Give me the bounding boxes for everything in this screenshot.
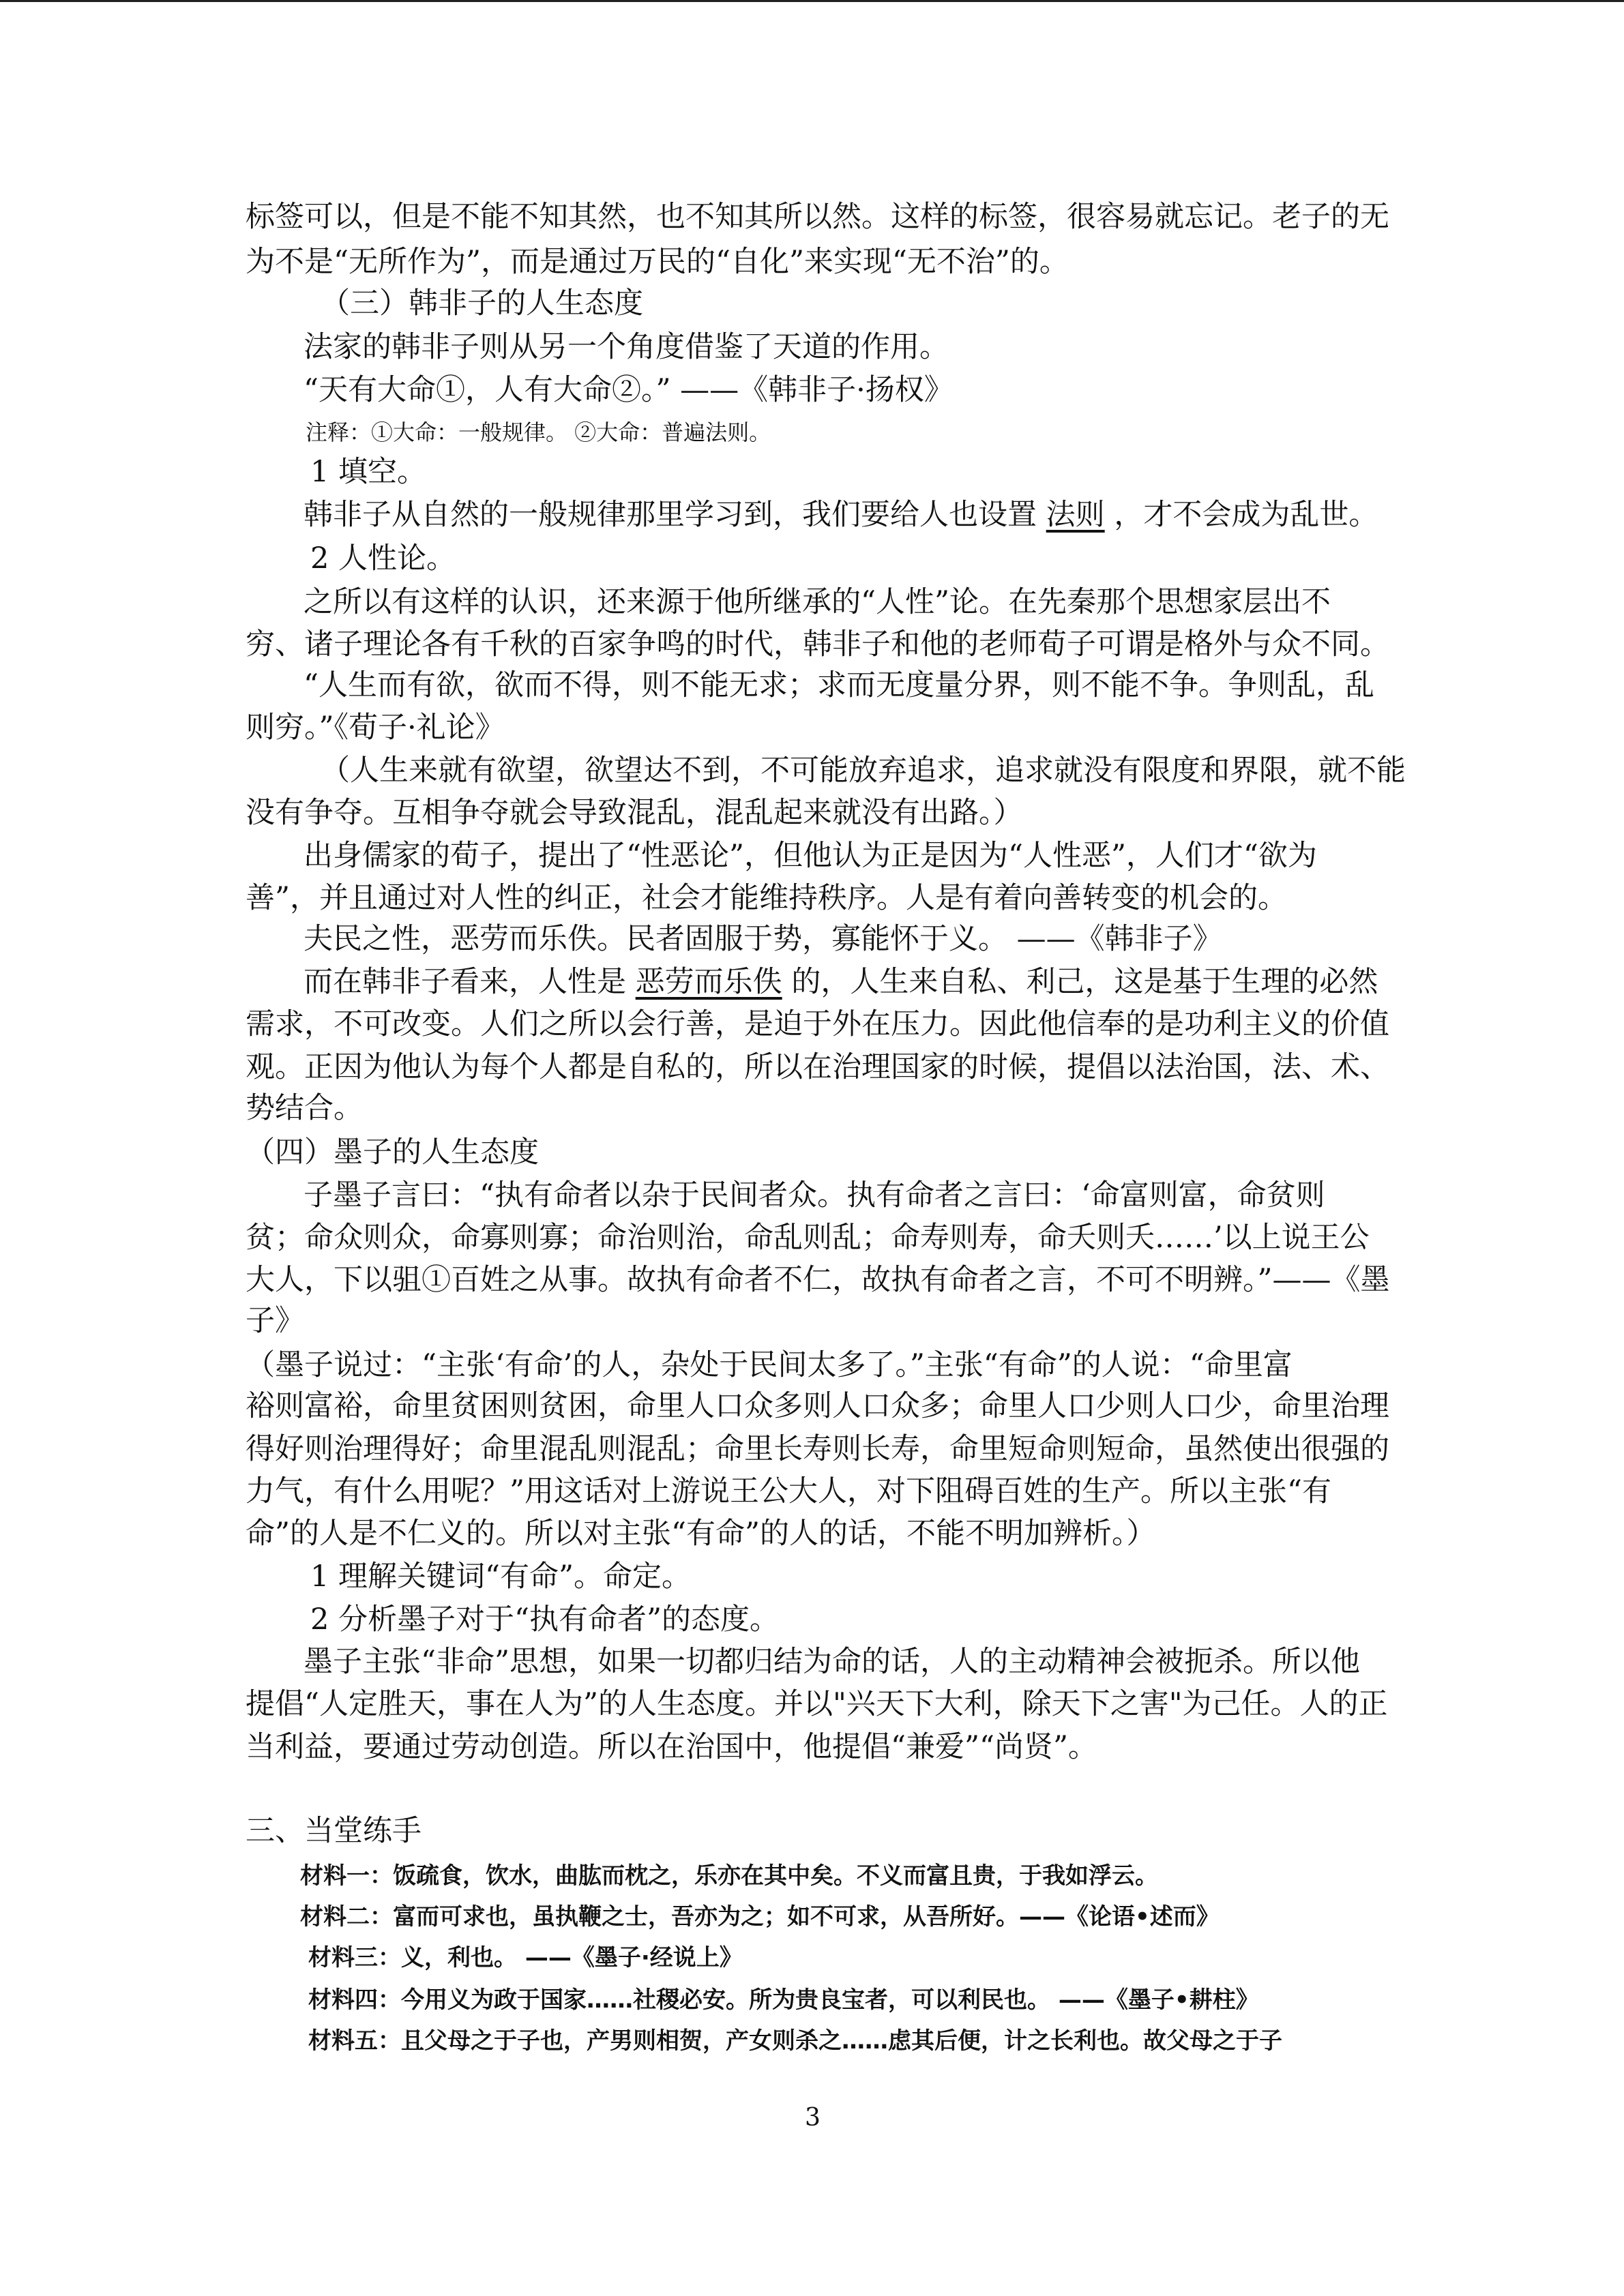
question-item: 1 填空。 [310, 455, 427, 489]
material-line: 材料四：今用义为政于国家……社稷必安。所为贵良宝者，可以利民也。 ——《墨子•耕柱》 [308, 1986, 1259, 2014]
paragraph-line: 没有争夺。互相争夺就会导致混乱，混乱起来就没有出路。） [246, 796, 1023, 830]
quotation-line: 贫；命众则众，命寡则寡；命治则治，命乱则乱；命寿则寿，命夭则夭……’以上说王公 [246, 1221, 1370, 1255]
page-top-border [0, 0, 1624, 2]
annotation-line: 注释：①大命：一般规律。 ②大命：普遍法则。 [306, 419, 771, 445]
fill-blank-suffix: ，才不会成为乱世。 [1104, 498, 1378, 532]
paragraph-line: 标签可以，但是不能不知其然，也不知其所以然。这样的标签，很容易就忘记。老子的无 [246, 200, 1389, 234]
section-heading-mozi: （四）墨子的人生态度 [246, 1135, 539, 1169]
quotation-line: 子墨子言曰：“执有命者以杂于民间者众。执有命者之言曰：‘命富则富，命贫则 [304, 1178, 1325, 1212]
fill-blank-prefix: 而在韩非子看来，人性是 [304, 965, 636, 999]
fill-blank-answer: 法则 [1046, 498, 1105, 532]
material-line: 材料三：义，利也。 ——《墨子·经说上》 [308, 1944, 743, 1971]
section-heading-practice: 三、当堂练手 [246, 1814, 422, 1848]
paragraph-line: 力气，有什么用呢？”用这话对上游说王公大人，对下阻碍百姓的生产。所以主张“有 [246, 1474, 1331, 1508]
material-line: 材料一：饭疏食，饮水，曲肱而枕之，乐亦在其中矣。不义而富且贵，于我如浮云。 [300, 1862, 1158, 1890]
paragraph-line: 裕则富裕，命里贫困则贫困，命里人口众多则人口众多；命里人口少则人口少，命里治理 [246, 1389, 1389, 1423]
paragraph-line: 出身儒家的荀子，提出了“性恶论”，但他认为正是因为“人性恶”，人们才“欲为 [304, 839, 1317, 873]
section-heading-hanfeizi: （三）韩非子的人生态度 [321, 286, 643, 320]
paragraph-line: 法家的韩非子则从另一个角度借鉴了天道的作用。 [304, 330, 949, 364]
paragraph-line: 需求，不可改变。人们之所以会行善，是迫于外在压力。因此他信奉的是功利主义的价值 [246, 1007, 1389, 1041]
paragraph-line: （人生来就有欲望，欲望达不到，不可能放弃追求，追求就没有限度和界限，就不能 [321, 754, 1406, 788]
paragraph-line: 提倡“人定胜天，事在人为”的人生态度。并以"兴天下大利，除天下之害"为己任。人的正 [246, 1687, 1388, 1721]
question-item: 1 理解关键词“有命”。命定。 [310, 1560, 691, 1594]
quotation-line: 子》 [246, 1304, 304, 1338]
paragraph-line: 穷、诸子理论各有千秋的百家争鸣的时代，韩非子和他的老师荀子可谓是格外与众不同。 [246, 627, 1389, 661]
fill-blank-line [304, 496, 1378, 533]
fill-blank-prefix: 韩非子从自然的一般规律那里学习到，我们要给人也设置 [304, 498, 1046, 532]
paragraph-line: 为不是“无所作为”，而是通过万民的“自化”来实现“无不治”的。 [246, 245, 1069, 279]
quotation-line: 大人，下以驵①百姓之从事。故执有命者不仁，故执有命者之言，不可不明辨。”——《墨 [246, 1263, 1390, 1297]
quotation-line: “人生而有欲，欲而不得，则不能无求；求而无度量分界，则不能不争。争则乱，乱 [304, 668, 1374, 702]
question-item: 2 分析墨子对于“执有命者”的态度。 [310, 1602, 779, 1637]
page-number: 3 [805, 2104, 821, 2132]
paragraph-line: 之所以有这样的认识，还来源于他所继承的“人性”论。在先秦那个思想家层出不 [304, 585, 1331, 619]
question-item: 2 人性论。 [310, 541, 456, 576]
quotation-line: “天有大命①，人有大命②。” ——《韩非子·扬权》 [304, 373, 954, 407]
fill-blank-suffix: 的，人生来自私、利己，这是基于生理的必然 [782, 965, 1378, 999]
paragraph-line: 命”的人是不仁义的。所以对主张“有命”的人的话，不能不明加辨析。） [246, 1517, 1156, 1551]
fill-blank-line [304, 964, 1378, 1000]
paragraph-line: 墨子主张“非命”思想，如果一切都归结为命的话，人的主动精神会被扼杀。所以他 [304, 1645, 1360, 1679]
quotation-line: 夫民之性，恶劳而乐佚。民者固服于势，寡能怀于义。 ——《韩非子》 [304, 922, 1222, 956]
paragraph-line: 得好则治理得好；命里混乱则混乱；命里长寿则长寿，命里短命则短命，虽然使出很强的 [246, 1432, 1389, 1466]
paragraph-line: 势结合。 [246, 1091, 363, 1125]
fill-blank-answer: 恶劳而乐佚 [635, 965, 782, 999]
paragraph-line: 善”，并且通过对人性的纠正，社会才能维持秩序。人是有着向善转变的机会的。 [246, 881, 1287, 915]
paragraph-line: （墨子说过：“主张‘有命’的人，杂处于民间太多了。”主张“有命”的人说：“命里富 [246, 1348, 1293, 1382]
paragraph-line: 当利益，要通过劳动创造。所以在治国中，他提倡“兼爱”“尚贤”。 [246, 1730, 1097, 1764]
material-line: 材料二：富而可求也，虽执鞭之士，吾亦为之；如不可求，从吾所好。——《论语•述而》 [300, 1903, 1220, 1930]
paragraph-line: 观。正因为他认为每个人都是自私的，所以在治理国家的时候，提倡以法治国，法、术、 [246, 1050, 1389, 1084]
quotation-line: 则穷。”《荀子·礼论》 [246, 711, 505, 745]
material-line: 材料五：且父母之于子也，产男则相贺，产女则杀之……虑其后便，计之长利也。故父母之于子 [308, 2027, 1282, 2055]
